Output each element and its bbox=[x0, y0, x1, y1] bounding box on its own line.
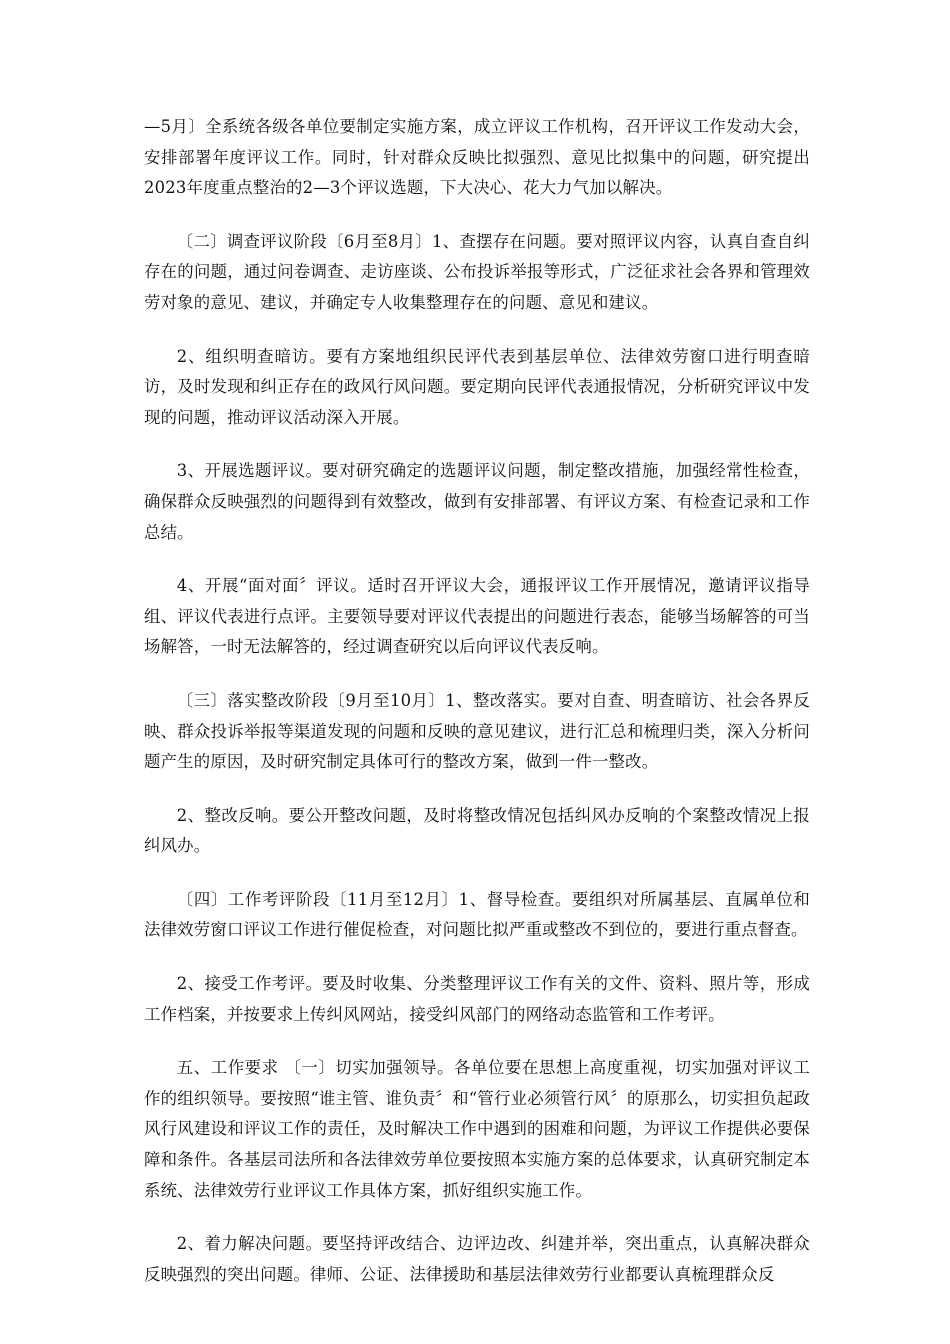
paragraph: 3、开展选题评议。要对研究确定的选题评议问题，制定整改措施，加强经常性检查，确保群众反映强烈的问题得到有效整改，做到有安排部署、有评议方案、有检查记录和工作总结。 bbox=[144, 461, 810, 542]
paragraph: 〔三〕落实整改阶段〔9月至10月〕1、整改落实。要对自查、明查暗访、社会各界反映、群众投诉举报等渠道发现的问题和反映的意见建议，进行汇总和梳理归类，深入分析问题产生的原因，及时研究制定具体可行的整改方案，做到一件一整改。 bbox=[144, 690, 810, 772]
paragraph: 〔四〕工作考评阶段〔11月至12月〕1、督导检查。要组织对所属基层、直属单位和法律效劳窗口评议工作进行催促检查，对问题比拟严重或整改不到位的，要进行重点督查。 bbox=[144, 889, 810, 940]
paragraph: 五、工作要求 〔一〕切实加强领导。各单位要在思想上高度重视，切实加强对评议工作的组织领导。要按照“谁主管、谁负责〞和“管行业必须管行风〞的原那么，切实担负起政风行风建设和评议工作的责任，及时解决工作中遇到的困难和问题，为评议工作提供必要保障和条件。各基层司法所和各法律效劳单位要按照本实施方案的总体要求，认真研究制定本系统、法律效劳行业评议工作具体方案，抓好组织实施工作。 bbox=[144, 1058, 810, 1200]
paragraph: 2、组织明查暗访。要有方案地组织民评代表到基层单位、法律效劳窗口进行明查暗访，及时发现和纠正存在的政风行风问题。要定期向民评代表通报情况，分析研究评议中发现的问题，推动评议活动深入开展。 bbox=[144, 346, 810, 427]
paragraph: 4、开展“面对面〞评议。适时召开评议大会，通报评议工作开展情况，邀请评议指导组、评议代表进行点评。主要领导要对评议代表提出的问题进行表态，能够当场解答的可当场解答，一时无法解答的，经过调查研究以后向评议代表反响。 bbox=[144, 576, 810, 657]
paragraph: 2、接受工作考评。要及时收集、分类整理评议工作有关的文件、资料、照片等，形成工作档案，并按要求上传纠风网站，接受纠风部门的网络动态监管和工作考评。 bbox=[144, 974, 810, 1024]
paragraph: —5月〕全系统各级各单位要制定实施方案，成立评议工作机构，召开评议工作发动大会，安排部署年度评议工作。同时，针对群众反映比拟强烈、意见比拟集中的问题，研究提出2023年度重点整治的2—3个评议选题，下大决心、花大力气加以解决。 bbox=[144, 117, 810, 198]
paragraph: 2、整改反响。要公开整改问题，及时将整改情况包括纠风办反响的个案整改情况上报纠风办。 bbox=[144, 805, 810, 856]
paragraph: 〔二〕调查评议阶段〔6月至8月〕1、查摆存在问题。要对照评议内容，认真自查自纠存在的问题，通过问卷调查、走访座谈、公布投诉举报等形式，广泛征求社会各界和管理效劳对象的意见、建议，并确定专人收集整理存在的问题、意见和建议。 bbox=[144, 231, 810, 312]
paragraph: 2、着力解决问题。要坚持评改结合、边评边改、纠建并举，突出重点，认真解决群众反映强烈的突出问题。律师、公证、法律援助和基层法律效劳行业都要认真梳理群众反 bbox=[144, 1234, 810, 1284]
